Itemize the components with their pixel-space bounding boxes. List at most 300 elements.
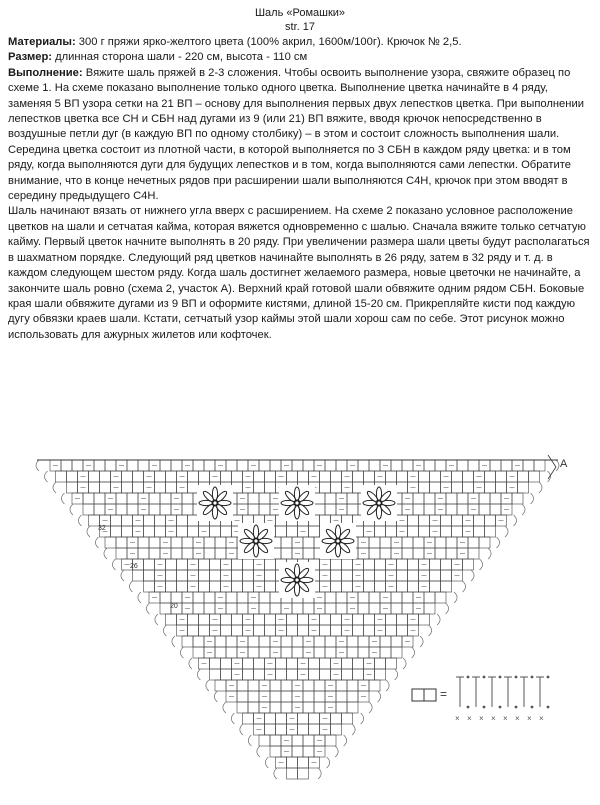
mesh-cell [243, 559, 254, 570]
mesh-cell [56, 471, 67, 482]
edge-arc-right [318, 768, 321, 779]
legend-chain [531, 706, 534, 709]
mesh-cell [270, 680, 281, 691]
edge-arc-right [488, 548, 491, 559]
mesh-cell [281, 680, 292, 691]
mesh-cell [116, 493, 127, 504]
mesh-cell [248, 680, 259, 691]
mesh-cell [188, 614, 199, 625]
mesh-cell [237, 592, 248, 603]
mesh-cell [116, 537, 127, 548]
mesh-cell [490, 460, 501, 471]
edge-arc-right [514, 515, 517, 526]
mesh-cell [210, 559, 221, 570]
mesh-cell [298, 625, 309, 636]
mesh-cell [276, 724, 287, 735]
mesh-cell [303, 746, 314, 757]
mesh-cell [336, 680, 347, 691]
mesh-cell [237, 691, 248, 702]
mesh-cell [452, 471, 463, 482]
mesh-cell [177, 559, 188, 570]
mesh-cell [105, 460, 116, 471]
mesh-cell [221, 625, 232, 636]
edge-arc-right [361, 713, 364, 724]
edge-arc-right [395, 669, 398, 680]
mesh-cell [468, 460, 479, 471]
mesh-cell [402, 603, 413, 614]
mesh-cell [369, 592, 380, 603]
mesh-cell [380, 647, 391, 658]
flower-bg [279, 485, 315, 521]
mesh-cell [210, 658, 221, 669]
mesh-cell [160, 504, 171, 515]
mesh-cell [424, 603, 435, 614]
area-a-bracket [548, 455, 556, 479]
mesh-cell [463, 471, 474, 482]
mesh-cell [314, 680, 325, 691]
mesh-cell [254, 614, 265, 625]
mesh-cell [204, 548, 215, 559]
legend-chain [515, 706, 518, 709]
mesh-cell [204, 460, 215, 471]
legend-chain [483, 676, 486, 679]
mesh-cell [270, 735, 281, 746]
mesh-cell [386, 625, 397, 636]
mesh-cell [309, 724, 320, 735]
mesh-cell [281, 537, 292, 548]
mesh-cell [122, 482, 133, 493]
mesh-cell [226, 460, 237, 471]
mesh-cell [512, 493, 523, 504]
mesh-cell [83, 493, 94, 504]
flower-bg [238, 523, 274, 559]
mesh-cell [182, 493, 193, 504]
mesh-cell [314, 691, 325, 702]
mesh-cell [193, 603, 204, 614]
mesh-cell [215, 548, 226, 559]
mesh-cell [265, 625, 276, 636]
mesh-cell [364, 614, 375, 625]
mesh-cell [303, 548, 314, 559]
mesh-cell [303, 603, 314, 614]
mesh-cell [419, 526, 430, 537]
edge-arc-right [531, 493, 534, 504]
mesh-cell [221, 471, 232, 482]
mesh-cell [259, 592, 270, 603]
mesh-cell [83, 504, 94, 515]
mesh-cell [320, 614, 331, 625]
mesh-cell [413, 548, 424, 559]
mesh-cell [353, 614, 364, 625]
legend-chain [499, 676, 502, 679]
mesh-cell [204, 592, 215, 603]
mesh-cell [391, 647, 402, 658]
mesh-cell [534, 460, 545, 471]
mesh-cell [413, 493, 424, 504]
mesh-cell [292, 460, 303, 471]
mesh-cell [149, 493, 160, 504]
edge-arc-left [78, 515, 81, 526]
mesh-cell [331, 570, 342, 581]
mesh-cell [397, 625, 408, 636]
mesh-cell [259, 504, 270, 515]
mesh-cell [226, 647, 237, 658]
mesh-cell [287, 768, 298, 779]
mesh-cell [259, 735, 270, 746]
mesh-cell [375, 581, 386, 592]
mesh-cell [127, 493, 138, 504]
edge-arc-left [36, 460, 39, 471]
mesh-cell [199, 559, 210, 570]
mesh-cell [100, 482, 111, 493]
mesh-cell [67, 482, 78, 493]
mesh-cell [166, 559, 177, 570]
mesh-cell [171, 537, 182, 548]
mesh-cell [193, 636, 204, 647]
mesh-cell [364, 559, 375, 570]
mesh-cell [424, 460, 435, 471]
legend-x: × [479, 714, 484, 723]
mesh-cell [402, 537, 413, 548]
mesh-cell [325, 460, 336, 471]
mesh-cell [413, 504, 424, 515]
mesh-cell [419, 471, 430, 482]
mesh-cell [116, 504, 127, 515]
mesh-cell [100, 471, 111, 482]
edge-arc-right [335, 746, 338, 757]
edge-arc-left [274, 768, 277, 779]
mesh-cell [430, 471, 441, 482]
mesh-cell [287, 471, 298, 482]
row-label-20: 20 [170, 603, 178, 610]
mesh-cell [320, 658, 331, 669]
mesh-cell [303, 702, 314, 713]
mesh-cell [182, 504, 193, 515]
mesh-cell [391, 636, 402, 647]
mesh-cell [342, 713, 353, 724]
mesh-cell [375, 526, 386, 537]
execution-text: Вяжите шаль пряжей в 2-3 сложения. Чтобы освоить выполнение узора, свяжите образец по схеме 1. На схеме показано выполнение только одного цветка. Выполнение цветка начинайте в 4 ряду, заменяя 5 ВП узора сетки на 21 ВП – основу для выполнения первых двух лепестков цветка. При выполнении лепестков цветка все СН и СБН над дугами из 9 (или 21) ВП вяжите, вводя крючок непосредственно в воздушные петли дуг (в каждую ВП по одному столбику) – в этом и состоит сложность выполнения шали. Середина цветка состоит из плотной части, в которой выполняется по 3 СБН в каждом ряду цветка: и в том ряду, когда выполняются дуги для будущих лепестков и в том, когда выполняются сами лепестки. Обратите внимание, что в конце нечетных рядов при расширении шали выполняются С4Н, крючок при этом вводят в середину предыдущего С4Н. [8, 66, 584, 203]
mesh-cell [199, 471, 210, 482]
mesh-cell [243, 658, 254, 669]
mesh-cell [331, 724, 342, 735]
mesh-cell [265, 724, 276, 735]
edge-arc-left [138, 592, 141, 603]
mesh-cell [111, 515, 122, 526]
mesh-cell [298, 614, 309, 625]
size-text: длинная сторона шали - 220 см, высота - 110 см [52, 51, 308, 64]
mesh-cell [188, 625, 199, 636]
edge-arc-left [180, 647, 183, 658]
mesh-cell [292, 603, 303, 614]
mesh-cell [144, 515, 155, 526]
mesh-cell [364, 570, 375, 581]
mesh-cell [386, 471, 397, 482]
mesh-cell [177, 570, 188, 581]
mesh-cell [336, 702, 347, 713]
mesh-cell [270, 460, 281, 471]
mesh-cell [199, 614, 210, 625]
mesh-cell [303, 537, 314, 548]
mesh-cell [270, 603, 281, 614]
mesh-cell [72, 460, 83, 471]
mesh-cell [496, 482, 507, 493]
mesh-cell [364, 581, 375, 592]
mesh-cell [199, 625, 210, 636]
mesh-cell [243, 581, 254, 592]
mesh-cell [160, 460, 171, 471]
mesh-cell [177, 581, 188, 592]
mesh-cell [446, 504, 457, 515]
mesh-cell [237, 603, 248, 614]
mesh-cell [419, 515, 430, 526]
mesh-cell [188, 471, 199, 482]
mesh-cell [61, 460, 72, 471]
mesh-cell [221, 658, 232, 669]
mesh-cell [237, 460, 248, 471]
mesh-cell [408, 559, 419, 570]
mesh-cell [166, 471, 177, 482]
mesh-cell [435, 537, 446, 548]
mesh-cell [276, 658, 287, 669]
mesh-cell [336, 603, 347, 614]
mesh-cell [314, 702, 325, 713]
mesh-cell [342, 559, 353, 570]
mesh-cell [369, 460, 380, 471]
mesh-cell [369, 537, 380, 548]
mesh-cell [281, 702, 292, 713]
mesh-cell [298, 724, 309, 735]
edge-arc-right [420, 636, 423, 647]
mesh-cell [468, 537, 479, 548]
mesh-cell [463, 559, 474, 570]
mesh-cell [259, 603, 270, 614]
materials-label: Материалы: [8, 36, 76, 48]
mesh-cell [518, 482, 529, 493]
edge-arc-left [61, 493, 64, 504]
edge-arc-right [386, 680, 389, 691]
mesh-cell [155, 515, 166, 526]
mesh-cell [232, 471, 243, 482]
mesh-cell [276, 669, 287, 680]
mesh-cell [259, 647, 270, 658]
mesh-cell [397, 570, 408, 581]
mesh-cell [353, 669, 364, 680]
mesh-cell [353, 658, 364, 669]
mesh-cell [199, 570, 210, 581]
edge-arc-left [257, 746, 260, 757]
mesh-cell [243, 713, 254, 724]
mesh-cell [155, 482, 166, 493]
mesh-cell [248, 691, 259, 702]
mesh-cell [446, 548, 457, 559]
mesh-cell [160, 592, 171, 603]
document-text [8, 6, 592, 343]
mesh-cell [430, 570, 441, 581]
mesh-cell [276, 526, 287, 537]
mesh-cell [232, 570, 243, 581]
edge-arc-left [223, 702, 226, 713]
mesh-cell [446, 537, 457, 548]
mesh-cell [221, 614, 232, 625]
row-label-26: 26 [130, 563, 138, 570]
mesh-cell [265, 581, 276, 592]
edge-arc-left [240, 724, 243, 735]
mesh-cell [254, 625, 265, 636]
mesh-cell [485, 515, 496, 526]
mesh-cell [298, 471, 309, 482]
mesh-cell [171, 460, 182, 471]
mesh-cell [232, 559, 243, 570]
mesh-cell [166, 482, 177, 493]
edge-arc-left [129, 581, 132, 592]
mesh-cell [226, 603, 237, 614]
mesh-cell [122, 526, 133, 537]
mesh-cell [325, 493, 336, 504]
edge-arc-left [197, 669, 200, 680]
legend-x: × [491, 714, 496, 723]
mesh-cell [331, 625, 342, 636]
mesh-cell [441, 581, 452, 592]
mesh-cell [331, 471, 342, 482]
edge-arc-left [104, 548, 107, 559]
mesh-cell [210, 570, 221, 581]
mesh-cell [193, 460, 204, 471]
mesh-cell [292, 636, 303, 647]
mesh-cell [331, 713, 342, 724]
mesh-cell [116, 548, 127, 559]
mesh-cell [243, 669, 254, 680]
mesh-cell [347, 702, 358, 713]
mesh-cell [133, 482, 144, 493]
mesh-cell [89, 471, 100, 482]
mesh-cell [375, 559, 386, 570]
mesh-cell [358, 636, 369, 647]
mesh-cell [314, 504, 325, 515]
mesh-cell [270, 702, 281, 713]
mesh-cell [111, 526, 122, 537]
mesh-cell [386, 658, 397, 669]
edge-arc-left [155, 614, 158, 625]
edge-arc-right [522, 504, 525, 515]
mesh-cell [430, 559, 441, 570]
legend-chain [483, 706, 486, 709]
mesh-cell [424, 592, 435, 603]
edge-arc-right [344, 735, 347, 746]
legend-equals: = [440, 687, 448, 701]
mesh-cell [452, 482, 463, 493]
mesh-cell [435, 548, 446, 559]
mesh-cell [259, 493, 270, 504]
mesh-cell [182, 537, 193, 548]
mesh-cell [149, 548, 160, 559]
crochet-chart [0, 415, 600, 800]
flower-bg [320, 523, 356, 559]
mesh-cell [144, 559, 155, 570]
edge-arc-left [146, 603, 149, 614]
mesh-cell [287, 526, 298, 537]
mesh-cell [364, 625, 375, 636]
mesh-cell [424, 504, 435, 515]
mesh-cell [215, 636, 226, 647]
mesh-cell [485, 526, 496, 537]
body-paragraph: Шаль начинают вязать от нижнего угла вверх с расширением. На схеме 2 показано условное расположение цветков на шали и сетчатая кайма, которая вяжется одновременно с шалью. Сначала вяжите только сетчатую кайму. Первый цветок начните выполнять в 20 ряду. При увеличении размера шали цветы будут располагаться в шахматном порядке. Следующий ряд цветков начинайте выполнять в 26 ряду, затем в 32 ряду и т. д. в каждом следующем шестом ряду. Когда шаль достигнет желаемого размера, новые цветочки не начинайте, а закончите шаль ровно (схема 2, участок А). Верхний край готовой шали обвяжите одним рядом СБН. Боковые края шали обвяжите дугами из 9 ВП и оформите кистями, длиной 15-20 см. Прикрепляйте кисти под каждую дугу обвязки краев шали. Кстати, сетчатый узор каймы этой шали хорош сам по себе. Этот рисунок можно использовать для ажурных жилетов или кофточек. [8, 205, 590, 341]
mesh-cell [331, 581, 342, 592]
materials-text: 300 г пряжи ярко-желтого цвета (100% акрил, 1600м/100г). Крючок № 2,5. [75, 36, 462, 48]
edge-arc-right [437, 614, 440, 625]
mesh-cell [144, 526, 155, 537]
mesh-cell [430, 482, 441, 493]
mesh-cell [281, 548, 292, 559]
edge-arc-right [378, 691, 381, 702]
mesh-cell [281, 636, 292, 647]
page-title: Шаль «Ромашки» [254, 7, 346, 19]
mesh-cell [446, 493, 457, 504]
mesh-cell [325, 647, 336, 658]
mesh-cell [320, 625, 331, 636]
mesh-cell [254, 471, 265, 482]
mesh-cell [419, 482, 430, 493]
mesh-cell [490, 504, 501, 515]
edge-arc-right [429, 625, 432, 636]
mesh-cell [221, 669, 232, 680]
mesh-cell [375, 658, 386, 669]
edge-arc-right [446, 603, 449, 614]
mesh-cell [408, 515, 419, 526]
mesh-cell [287, 625, 298, 636]
edge-arc-right [403, 658, 406, 669]
mesh-cell [215, 647, 226, 658]
legend-chain [499, 706, 502, 709]
mesh-cell [320, 669, 331, 680]
edge-arc-right [369, 702, 372, 713]
edge-arc-left [206, 680, 209, 691]
mesh-cell [303, 735, 314, 746]
edge-arc-left [265, 757, 268, 768]
mesh-cell [347, 647, 358, 658]
mesh-cell [309, 658, 320, 669]
mesh-cell [325, 603, 336, 614]
edge-arc-right [327, 757, 330, 768]
mesh-cell [485, 482, 496, 493]
mesh-cell [320, 482, 331, 493]
legend-chain [531, 676, 534, 679]
mesh-cell [358, 592, 369, 603]
mesh-cell [254, 669, 265, 680]
mesh-cell [342, 669, 353, 680]
mesh-cell [408, 570, 419, 581]
mesh-cell [204, 537, 215, 548]
mesh-cell [232, 625, 243, 636]
mesh-cell [199, 581, 210, 592]
legend-x: × [467, 714, 472, 723]
mesh-cell [496, 471, 507, 482]
mesh-cell [391, 460, 402, 471]
mesh-cell [490, 493, 501, 504]
mesh-cell [94, 504, 105, 515]
mesh-cell [479, 537, 490, 548]
mesh-cell [127, 460, 138, 471]
mesh-cell [166, 570, 177, 581]
mesh-cell [391, 592, 402, 603]
edge-arc-right [412, 647, 415, 658]
mesh-cell [248, 702, 259, 713]
mesh-cell [303, 680, 314, 691]
edge-arc-left [70, 504, 73, 515]
mesh-cell [435, 592, 446, 603]
mesh-cell [325, 592, 336, 603]
mesh-cell [133, 570, 144, 581]
